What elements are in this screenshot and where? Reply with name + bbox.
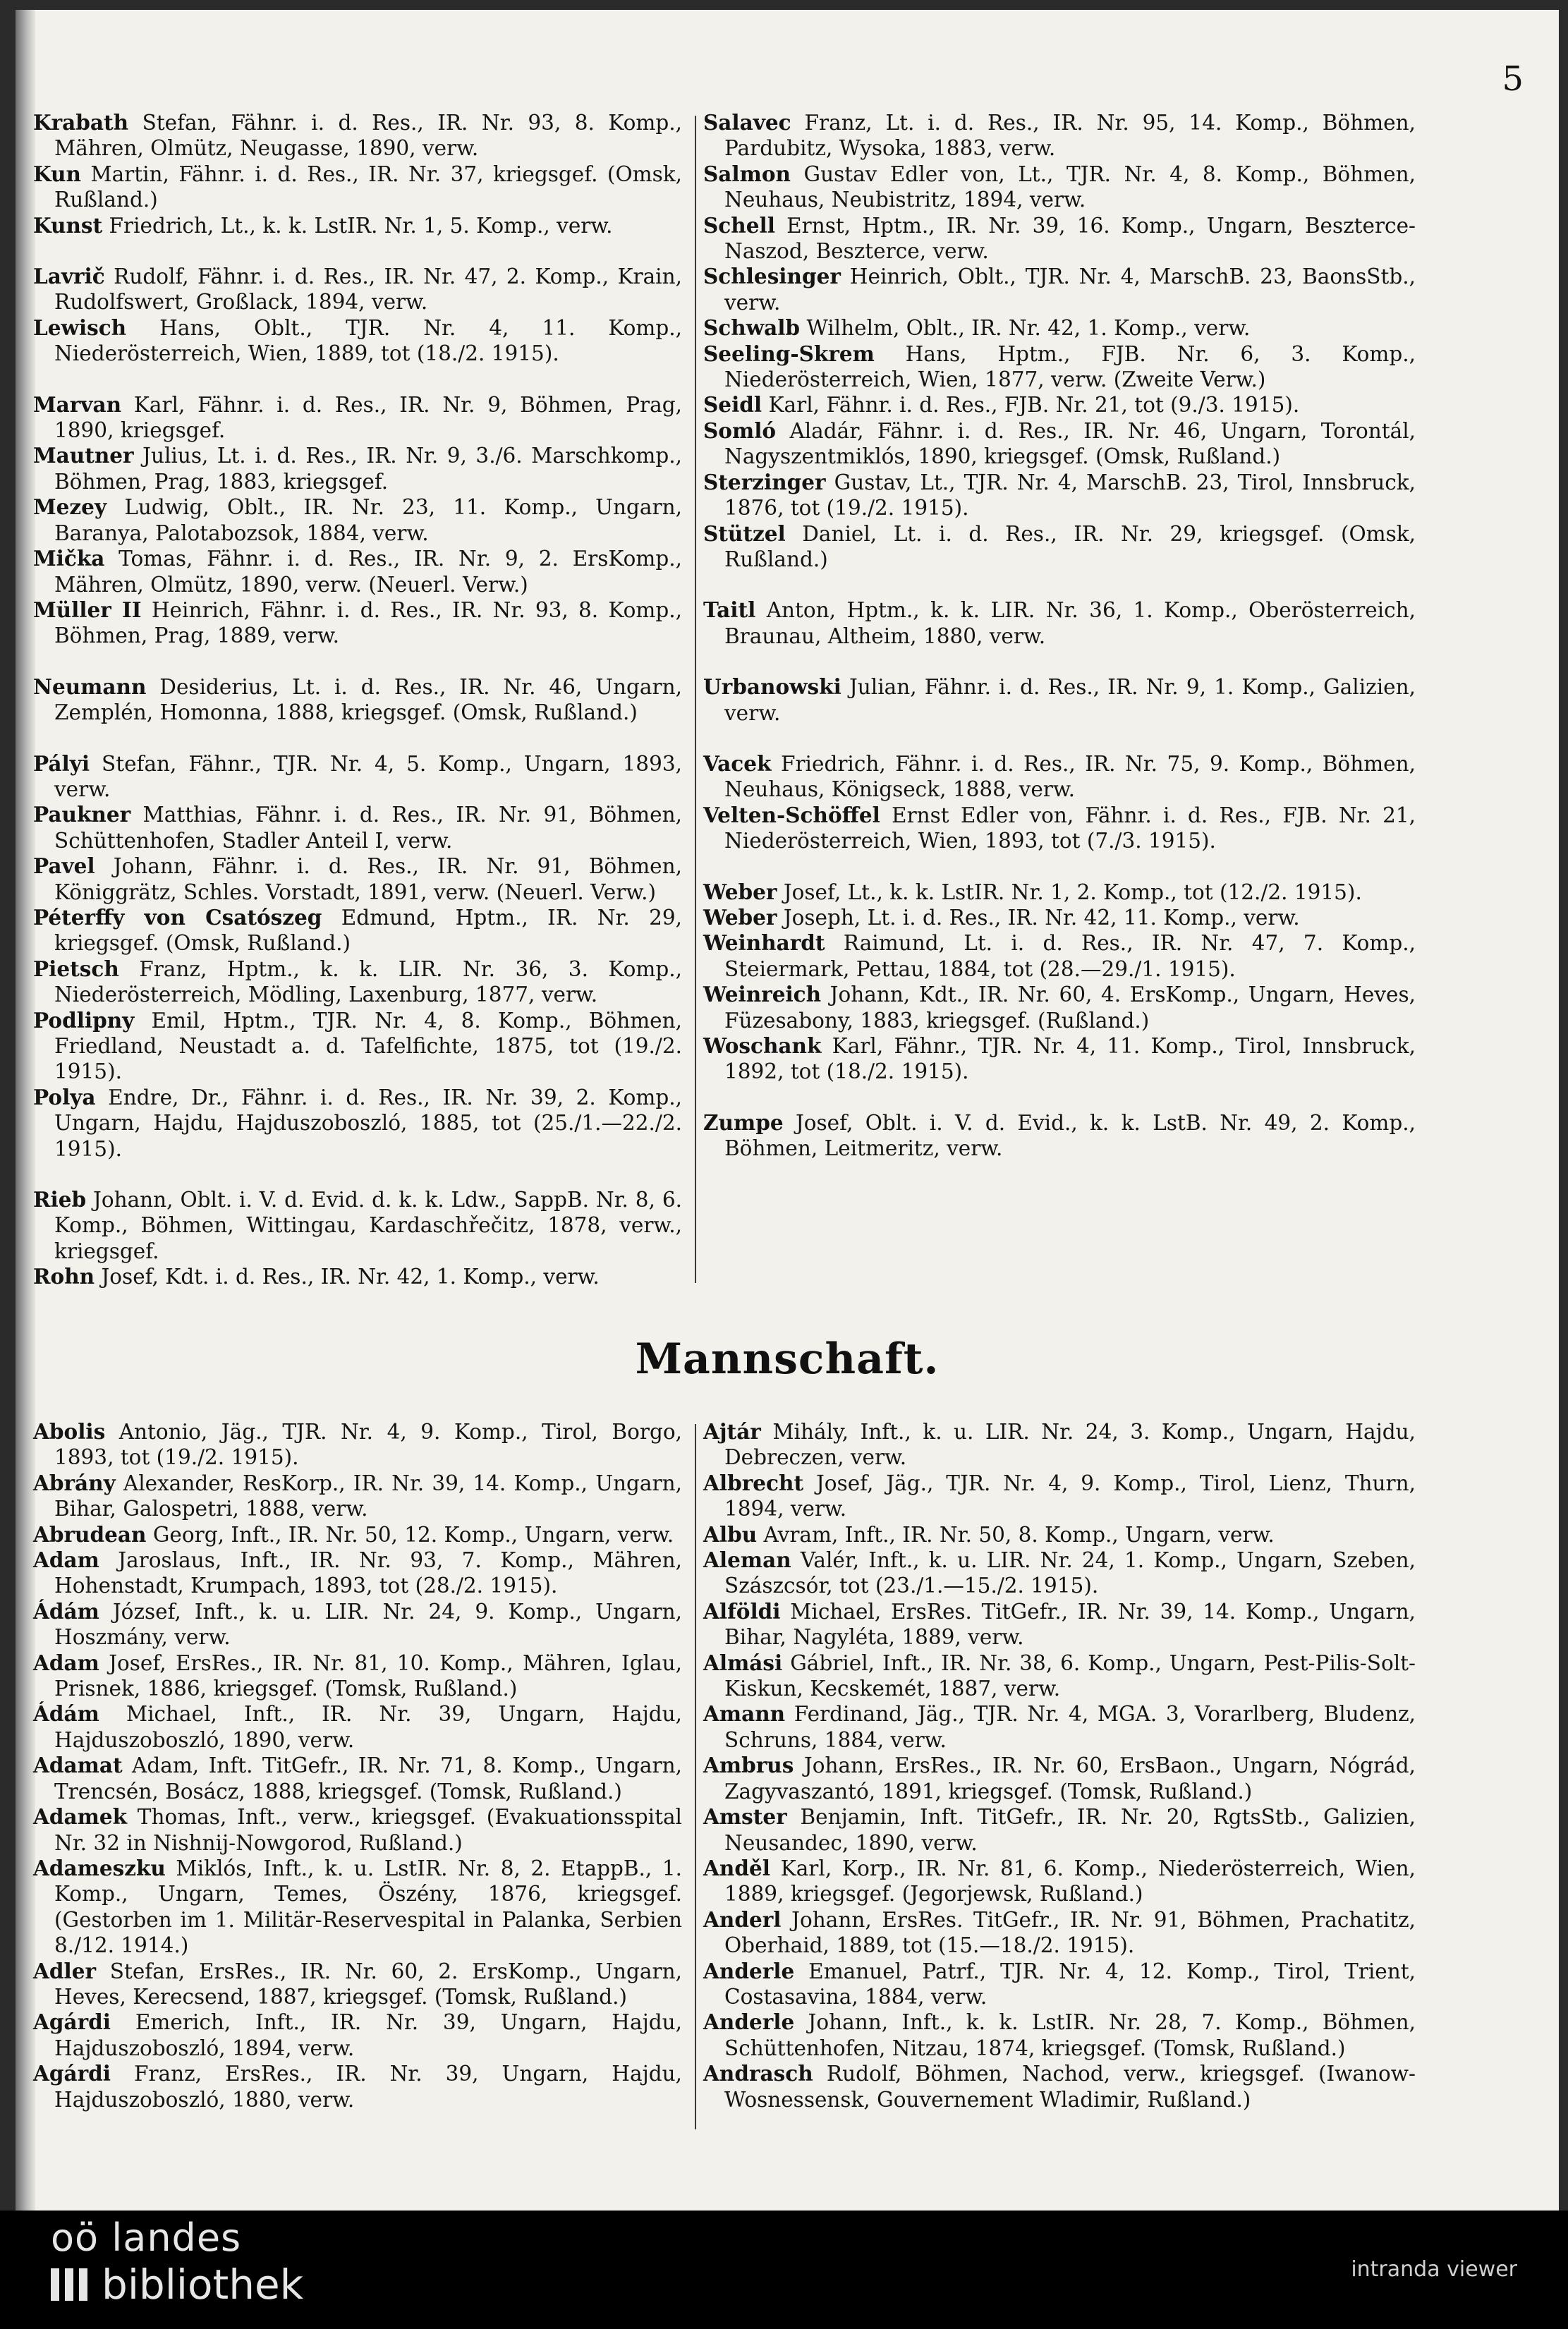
entry-gap (703, 854, 1416, 880)
casualty-entry (33, 1701, 682, 1753)
casualty-entry (703, 470, 1416, 521)
entry-details: Matthias, Fähnr. i. d. Res., IR. Nr. 91, Böhmen, Schüttenhofen, Stadler Anteil I, verw. (54, 803, 682, 853)
casualty-entry (33, 1471, 682, 1522)
entry-surname: Péterffy von Csatószeg (33, 904, 322, 930)
entry-surname: Agárdi (33, 2061, 111, 2086)
casualty-entry (703, 1547, 1416, 1599)
casualty-entry (703, 521, 1416, 573)
casualty-entry (703, 905, 1416, 930)
entry-surname: Schell (703, 212, 775, 238)
section-title: Mannschaft. (635, 1334, 940, 1384)
casualty-entry (703, 1522, 1416, 1547)
entry-details: Avram, Inft., IR. Nr. 50, 8. Komp., Ungarn, verw. (757, 1522, 1275, 1547)
entry-surname: Anděl (703, 1855, 770, 1880)
casualty-entry (33, 494, 682, 546)
entry-gap (703, 649, 1416, 674)
casualty-entry (33, 956, 682, 1008)
entry-details: Ludwig, Oblt., IR. Nr. 23, 11. Komp., Ungarn, Baranya, Palotabozsok, 1884, verw. (54, 495, 682, 545)
entry-gap (33, 726, 682, 751)
entry-surname: Vacek (703, 750, 772, 776)
entry-details: Heinrich, Oblt., TJR. Nr. 4, MarschB. 23, BaonsStb., verw. (724, 264, 1416, 315)
casualty-entry (703, 418, 1416, 470)
entry-details: Emanuel, Patrf., TJR. Nr. 4, 12. Komp., Tirol, Trient, Costasavina, 1884, verw. (724, 1959, 1416, 2009)
casualty-entry (703, 213, 1416, 264)
entry-surname: Mička (33, 546, 105, 571)
entry-details: Gustav Edler von, Lt., TJR. Nr. 4, 8. Komp., Böhmen, Neuhaus, Neubistritz, 1894, verw. (724, 162, 1416, 212)
casualty-entry (33, 674, 682, 726)
casualty-entry (703, 1599, 1416, 1650)
casualty-entry (703, 315, 1416, 341)
entry-gap (703, 1085, 1416, 1110)
entry-surname: Anderle (703, 2009, 795, 2035)
entry-details: Gábriel, Inft., IR. Nr. 38, 6. Komp., Ungarn, Pest-Pilis-Solt-Kiskun, Kecskemét, 1887, verw. (724, 1650, 1416, 1701)
entry-details: Edmund, Hptm., IR. Nr. 29, kriegsgef. (Omsk, Rußland.) (54, 905, 682, 956)
entry-surname: Schwalb (703, 315, 801, 341)
casualty-entry (703, 162, 1416, 213)
casualty-entry (33, 1419, 682, 1471)
entry-details: Anton, Hptm., k. k. LIR. Nr. 36, 1. Komp., Oberösterreich, Braunau, Altheim, 1880, verw. (724, 598, 1416, 648)
entry-details: Martin, Fähnr. i. d. Res., IR. Nr. 37, kriegsgef. (Omsk, Rußland.) (54, 162, 682, 212)
entry-surname: Rieb (33, 1187, 87, 1212)
casualty-entry (33, 1264, 682, 1289)
entry-surname: Alföldi (703, 1598, 781, 1624)
entry-details: Josef, ErsRes., IR. Nr. 81, 10. Komp., Mähren, Iglau, Prisnek, 1886, kriegsgef. (Tomsk, Rußland.) (54, 1650, 682, 1701)
casualty-entry (703, 2009, 1416, 2061)
entry-details: Alexander, ResKorp., IR. Nr. 39, 14. Komp., Ungarn, Bihar, Galospetri, 1888, verw. (54, 1471, 682, 1521)
entry-surname: Pietsch (33, 956, 119, 981)
men-left-list (33, 1419, 682, 2112)
entry-surname: Rohn (33, 1264, 95, 1289)
entry-surname: Mautner (33, 443, 134, 468)
entry-surname: Weinhardt (703, 930, 825, 956)
entry-details: Ernst, Hptm., IR. Nr. 39, 16. Komp., Ungarn, Beszterce-Naszod, Beszterce, verw. (724, 213, 1416, 264)
casualty-entry (33, 1959, 682, 2010)
entry-gap (33, 367, 682, 392)
casualty-entry (703, 1419, 1416, 1471)
entry-surname: Agárdi (33, 2009, 111, 2035)
entry-surname: Adameszku (33, 1855, 166, 1880)
logo-line-1: oö landes (51, 2215, 242, 2260)
casualty-entry (33, 1187, 682, 1264)
casualty-entry (703, 264, 1416, 315)
entry-details: Ferdinand, Jäg., TJR. Nr. 4, MGA. 3, Vorarlberg, Bludenz, Schruns, 1884, verw. (724, 1702, 1416, 1752)
entry-surname: Seidl (703, 392, 762, 418)
entry-details: Emil, Hptm., TJR. Nr. 4, 8. Komp., Böhmen, Friedland, Neustadt a. d. Tafelfichte, 1875, tot (19./2. 1915). (54, 1008, 682, 1084)
casualty-entry (703, 597, 1416, 649)
entry-details: Hans, Hptm., FJB. Nr. 6, 3. Komp., Niederösterreich, Wien, 1877, verw. (Zweite Verw.) (724, 341, 1416, 392)
casualty-entry (703, 1753, 1416, 1804)
entry-details: Valér, Inft., k. u. LIR. Nr. 24, 1. Komp., Ungarn, Szeben, Szászcsór, tot (23./1.—15./2. 1915). (724, 1548, 1416, 1598)
officers-right-list (703, 110, 1416, 1162)
entry-surname: Mezey (33, 494, 107, 520)
page-number: 5 (1502, 59, 1524, 99)
entry-surname: Abrány (33, 1470, 116, 1495)
entry-details: Benjamin, Inft. TitGefr., IR. Nr. 20, RgtsStb., Galizien, Neusandec, 1890, verw. (724, 1805, 1416, 1855)
logo-line-2-text: bibliothek (102, 2261, 304, 2309)
casualty-entry (33, 162, 682, 213)
entry-details: Aladár, Fähnr. i. d. Res., IR. Nr. 46, Ungarn, Torontál, Nagyszentmiklós, 1890, kriegsgef. (Omsk, Rußland.) (724, 418, 1416, 469)
entry-details: József, Inft., k. u. LIR. Nr. 24, 9. Komp., Ungarn, Hoszmány, verw. (54, 1599, 682, 1650)
entry-details: Johann, Fähnr. i. d. Res., IR. Nr. 91, Böhmen, Königgrätz, Schles. Vorstadt, 1891, verw. (Neuerl. Verw.) (54, 854, 682, 904)
casualty-entry (33, 264, 682, 315)
entry-surname: Somló (703, 418, 777, 443)
entry-details: Rudolf, Fähnr. i. d. Res., IR. Nr. 47, 2. Komp., Krain, Rudolfswert, Großlack, 1894, verw. (54, 264, 682, 315)
casualty-entry (33, 597, 682, 649)
casualty-entry (703, 1804, 1416, 1856)
entry-surname: Ádám (33, 1598, 99, 1624)
entry-surname: Schlesinger (703, 264, 841, 289)
casualty-entry (703, 1959, 1416, 2010)
entry-details: Julian, Fähnr. i. d. Res., IR. Nr. 9, 1. Komp., Galizien, verw. (724, 675, 1416, 725)
entry-details: Hans, Oblt., TJR. Nr. 4, 11. Komp., Niederösterreich, Wien, 1889, tot (18./2. 1915). (54, 315, 682, 366)
entry-details: Johann, Inft., k. k. LstIR. Nr. 28, 7. Komp., Böhmen, Schüttenhofen, Nitzau, 1874, kriegsgef. (Tomsk, Rußland.) (724, 2010, 1416, 2060)
entry-surname: Podlipny (33, 1007, 135, 1033)
casualty-entry (703, 1033, 1416, 1085)
entry-details: Karl, Fähnr. i. d. Res., IR. Nr. 9, Böhmen, Prag, 1890, kriegsgef. (54, 392, 682, 443)
column-divider-officers (695, 116, 696, 1283)
entry-details: Mihály, Inft., k. u. LIR. Nr. 24, 3. Komp., Ungarn, Hajdu, Debreczen, verw. (724, 1420, 1416, 1470)
casualty-entry (703, 1856, 1416, 1907)
entry-details: Rudolf, Böhmen, Nachod, verw., kriegsgef. (Iwanow-Wosnessensk, Gouvernement Wladimir, Rußland.) (724, 2062, 1416, 2112)
entry-surname: Ambrus (703, 1753, 794, 1778)
entry-surname: Amann (703, 1701, 786, 1727)
logo-bars-icon (51, 2268, 90, 2301)
entry-surname: Adler (33, 1958, 97, 1983)
entry-gap (703, 572, 1416, 597)
casualty-entry (33, 802, 682, 853)
casualty-entry (33, 1599, 682, 1650)
entry-details: Michael, Inft., IR. Nr. 39, Ungarn, Hajdu, Hajduszoboszló, 1890, verw. (54, 1702, 682, 1752)
casualty-entry (33, 1008, 682, 1085)
entry-surname: Amster (703, 1804, 787, 1830)
entry-gap (33, 238, 682, 264)
casualty-entry (703, 1701, 1416, 1753)
column-divider-men (695, 1424, 696, 2129)
officers-left-list (33, 110, 682, 1290)
entry-surname: Albu (703, 1521, 758, 1547)
casualty-entry (703, 803, 1416, 854)
entry-surname: Pályi (33, 750, 90, 776)
casualty-entry (33, 1522, 682, 1547)
entry-details: Stefan, Fähnr. i. d. Res., IR. Nr. 93, 8. Komp., Mähren, Olmütz, Neugasse, 1890, verw. (54, 111, 682, 161)
entry-surname: Anderl (703, 1907, 782, 1932)
men-right-list (703, 1419, 1416, 2112)
entry-surname: Müller II (33, 597, 142, 622)
casualty-entry (703, 341, 1416, 393)
entry-surname: Stützel (703, 521, 786, 546)
document-page (16, 10, 1559, 2211)
entry-details: Franz, ErsRes., IR. Nr. 39, Ungarn, Hajdu, Hajduszoboszló, 1880, verw. (54, 2062, 682, 2112)
entry-surname: Salmon (703, 161, 791, 186)
book-spine-shadow (16, 10, 35, 2211)
entry-surname: Weber (703, 904, 777, 930)
library-logo[interactable] (51, 2215, 303, 2308)
entry-surname: Weber (703, 879, 777, 904)
entry-surname: Sterzinger (703, 469, 826, 494)
entry-details: Johann, Kdt., IR. Nr. 60, 4. ErsKomp., Ungarn, Heves, Füzesabony, 1883, kriegsgef. (Rußland.) (724, 983, 1416, 1033)
entry-surname: Lewisch (33, 315, 127, 340)
casualty-entry (703, 1650, 1416, 1702)
entry-surname: Ajtár (703, 1419, 761, 1444)
casualty-entry (33, 1650, 682, 1702)
entry-details: Stefan, Fähnr., TJR. Nr. 4, 5. Komp., Ungarn, 1893, verw. (54, 751, 682, 801)
entry-surname: Weinreich (703, 982, 822, 1007)
entry-details: Johann, Oblt. i. V. d. Evid. d. k. k. Ldw., SappB. Nr. 8, 6. Komp., Böhmen, Wittingau, Kardaschřečitz, 1878, verw., kriegsgef. (54, 1188, 682, 1263)
casualty-entry (703, 1110, 1416, 1162)
entry-details: Heinrich, Fähnr. i. d. Res., IR. Nr. 93, 8. Komp., Böhmen, Prag, 1889, verw. (54, 597, 682, 648)
casualty-entry (33, 546, 682, 597)
entry-details: Daniel, Lt. i. d. Res., IR. Nr. 29, kriegsgef. (Omsk, Rußland.) (724, 521, 1416, 571)
entry-surname: Salavec (703, 110, 791, 135)
entry-surname: Urbanowski (703, 674, 841, 700)
entry-surname: Andrasch (703, 2061, 813, 2086)
entry-surname: Seeling-Skrem (703, 341, 875, 366)
entry-gap (703, 726, 1416, 751)
casualty-entry (703, 982, 1416, 1033)
entry-surname: Pavel (33, 853, 95, 879)
casualty-entry (703, 1471, 1416, 1522)
entry-surname: Albrecht (703, 1470, 804, 1495)
entry-details: Friedrich, Lt., k. k. LstIR. Nr. 1, 5. Komp., verw. (102, 213, 613, 238)
entry-surname: Paukner (33, 802, 131, 827)
casualty-entry (703, 392, 1416, 418)
entry-details: Ernst Edler von, Fähnr. i. d. Res., FJB. Nr. 21, Niederösterreich, Wien, 1893, tot (7./3. 1915). (724, 803, 1416, 853)
entry-details: Josef, Oblt. i. V. d. Evid., k. k. LstB. Nr. 49, 2. Komp., Böhmen, Leitmeritz, verw. (724, 1110, 1416, 1161)
entry-details: Stefan, ErsRes., IR. Nr. 60, 2. ErsKomp., Ungarn, Heves, Kerecsend, 1887, kriegsgef. (Tomsk, Rußland.) (54, 1959, 682, 2009)
entry-details: Friedrich, Fähnr. i. d. Res., IR. Nr. 75, 9. Komp., Böhmen, Neuhaus, Königseck, 1888, verw. (724, 751, 1416, 802)
entry-details: Joseph, Lt. i. d. Res., IR. Nr. 42, 11. Komp., verw. (777, 905, 1300, 930)
entry-details: Franz, Hptm., k. k. LIR. Nr. 36, 3. Komp., Niederösterreich, Mödling, Laxenburg, 1877, verw. (54, 956, 682, 1007)
entry-surname: Adamek (33, 1804, 128, 1830)
entry-details: Wilhelm, Oblt., IR. Nr. 42, 1. Komp., verw. (800, 316, 1251, 341)
entry-surname: Zumpe (703, 1109, 784, 1135)
casualty-entry (703, 1907, 1416, 1959)
casualty-entry (33, 1753, 682, 1804)
entry-details: Johann, ErsRes., IR. Nr. 60, ErsBaon., Ungarn, Nógrád, Zagyvaszantó, 1891, kriegsgef. (Tomsk, Rußland.) (724, 1753, 1416, 1804)
entry-surname: Kunst (33, 212, 103, 238)
entry-surname: Adam (33, 1547, 99, 1573)
entry-surname: Aleman (703, 1547, 791, 1573)
casualty-entry (33, 1856, 682, 1959)
casualty-entry (33, 213, 682, 238)
entry-details: Jaroslaus, Inft., IR. Nr. 93, 7. Komp., Mähren, Hohenstadt, Krumpach, 1893, tot (28./2. 1915). (54, 1548, 682, 1598)
entry-surname: Woschank (703, 1033, 822, 1058)
entry-details: Desiderius, Lt. i. d. Res., IR. Nr. 46, Ungarn, Zemplén, Homonna, 1888, kriegsgef. (Omsk, Rußland.) (54, 674, 682, 725)
casualty-entry (33, 1804, 682, 1856)
logo-line-2 (51, 2261, 303, 2308)
entry-details: Georg, Inft., IR. Nr. 50, 12. Komp., Ungarn, verw. (146, 1522, 674, 1547)
entry-surname: Abrudean (33, 1521, 147, 1547)
entry-details: Tomas, Fähnr. i. d. Res., IR. Nr. 9, 2. ErsKomp., Mähren, Olmütz, 1890, verw. (Neuerl. Verw.) (54, 547, 682, 597)
entry-details: Antonio, Jäg., TJR. Nr. 4, 9. Komp., Tirol, Borgo, 1893, tot (19./2. 1915). (54, 1420, 682, 1470)
entry-surname: Almási (703, 1650, 783, 1675)
entry-gap (33, 649, 682, 674)
entry-details: Josef, Jäg., TJR. Nr. 4, 9. Komp., Tirol, Lienz, Thurn, 1894, verw. (724, 1471, 1416, 1521)
casualty-entry (33, 751, 682, 803)
casualty-entry (33, 443, 682, 494)
casualty-entry (703, 2061, 1416, 2112)
entry-surname: Adamat (33, 1753, 123, 1778)
entry-details: Adam, Inft. TitGefr., IR. Nr. 71, 8. Komp., Ungarn, Trencsén, Bosácz, 1888, kriegsgef. (Tomsk, Rußland.) (54, 1753, 682, 1804)
entry-details: Emerich, Inft., IR. Nr. 39, Ungarn, Hajdu, Hajduszoboszló, 1894, verw. (54, 2010, 682, 2060)
entry-details: Karl, Fähnr. i. d. Res., FJB. Nr. 21, tot (9./3. 1915). (762, 393, 1300, 418)
casualty-entry (33, 1547, 682, 1599)
entry-details: Karl, Korp., IR. Nr. 81, 6. Komp., Niederösterreich, Wien, 1889, kriegsgef. (Jegorjewsk, Rußland.) (724, 1856, 1416, 1907)
entry-details: Franz, Lt. i. d. Res., IR. Nr. 95, 14. Komp., Böhmen, Pardubitz, Wysoka, 1883, verw. (724, 111, 1416, 161)
entry-gap (33, 1162, 682, 1187)
entry-details: Raimund, Lt. i. d. Res., IR. Nr. 47, 7. Komp., Steiermark, Pettau, 1884, tot (28.—29./1. 1915). (724, 931, 1416, 981)
casualty-entry (703, 880, 1416, 905)
entry-surname: Velten-Schöffel (703, 802, 880, 827)
casualty-entry (33, 853, 682, 905)
entry-surname: Anderle (703, 1958, 795, 1983)
entry-details: Johann, ErsRes. TitGefr., IR. Nr. 91, Böhmen, Prachatitz, Oberhaid, 1889, tot (15.—18./2. 1915). (724, 1907, 1416, 1958)
entry-details: Josef, Lt., k. k. LstIR. Nr. 1, 2. Komp., tot (12./2. 1915). (777, 880, 1362, 904)
casualty-entry (33, 2009, 682, 2061)
entry-surname: Adam (33, 1650, 99, 1675)
entry-surname: Marvan (33, 391, 122, 417)
casualty-entry (33, 905, 682, 956)
casualty-entry (703, 751, 1416, 803)
casualty-entry (33, 392, 682, 444)
entry-details: Endre, Dr., Fähnr. i. d. Res., IR. Nr. 39, 2. Komp., Ungarn, Hajdu, Hajduszoboszló, 1885, tot (25./1.—22./2. 1915). (54, 1085, 682, 1161)
entry-surname: Neumann (33, 674, 147, 699)
viewer-label: intranda viewer (1351, 2257, 1517, 2282)
entry-details: Julius, Lt. i. d. Res., IR. Nr. 9, 3./6. Marschkomp., Böhmen, Prag, 1883, kriegsgef. (54, 444, 682, 494)
entry-surname: Krabath (33, 110, 129, 135)
casualty-entry (33, 315, 682, 367)
casualty-entry (703, 930, 1416, 982)
entry-details: Michael, ErsRes. TitGefr., IR. Nr. 39, 14. Komp., Ungarn, Bihar, Nagyléta, 1889, verw. (724, 1599, 1416, 1650)
entry-details: Miklós, Inft., k. u. LstIR. Nr. 8, 2. EtappB., 1. Komp., Ungarn, Temes, Öszény, 1876, kriegsgef. (Gestorben im 1. Militär-Reservespital in Palanka, Serbien 8./12. 1914.) (54, 1856, 682, 1958)
entry-surname: Polya (33, 1084, 96, 1109)
entry-details: Thomas, Inft., verw., kriegsgef. (Evakuationsspital Nr. 32 in Nishnij-Nowgorod, Rußland.) (54, 1805, 682, 1855)
entry-details: Gustav, Lt., TJR. Nr. 4, MarschB. 23, Tirol, Innsbruck, 1876, tot (19./2. 1915). (724, 470, 1416, 521)
entry-surname: Ádám (33, 1701, 99, 1727)
casualty-entry (703, 674, 1416, 726)
casualty-entry (33, 110, 682, 162)
casualty-entry (703, 110, 1416, 162)
casualty-entry (33, 1085, 682, 1162)
entry-details: Josef, Kdt. i. d. Res., IR. Nr. 42, 1. Komp., verw. (95, 1265, 600, 1289)
entry-surname: Taitl (703, 597, 756, 623)
entry-details: Karl, Fähnr., TJR. Nr. 4, 11. Komp., Tirol, Innsbruck, 1892, tot (18./2. 1915). (724, 1034, 1416, 1084)
entry-surname: Lavrič (33, 264, 105, 289)
entry-surname: Abolis (33, 1419, 106, 1444)
casualty-entry (33, 2061, 682, 2112)
entry-surname: Kun (33, 161, 81, 186)
